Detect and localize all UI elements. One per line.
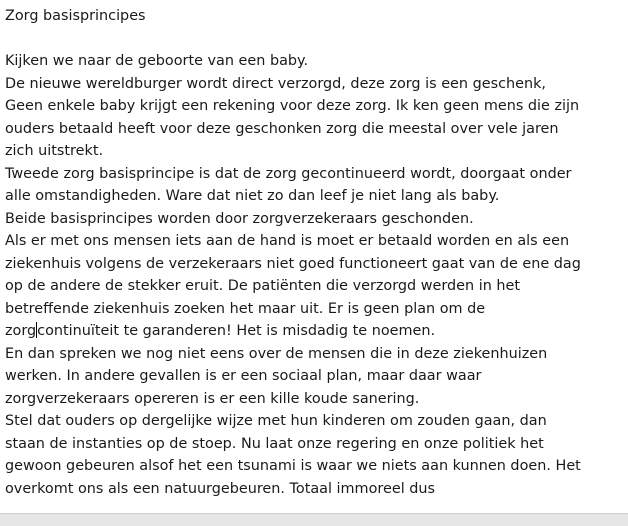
text-line-with-caret [5,320,625,343]
text-line: En dan spreken we nog niet eens over de mensen die in deze ziekenhuizen [5,345,548,362]
text-line: zorgverzekeraars opereren is er een kille koude sanering. [5,390,420,407]
text-line: staan de instanties op de stoep. Nu laat onze regering en onze politiek het [5,435,544,452]
text-line: betreffende ziekenhuis zoeken het maar uit. Er is geen plan om de [5,300,486,317]
text-line: overkomt ons als een natuurgebeuren. Totaal immoreel dus [5,480,436,497]
text-line: gewoon gebeuren alsof het een tsunami is waar we niets aan kunnen doen. Het [5,458,581,474]
text-line: Beide basisprincipes worden door zorgverzekeraars geschonden. [5,210,474,227]
caret-text-before: zorg [5,323,37,339]
document-title: Zorg basisprincipes [5,8,146,24]
text-line: Kijken we naar de geboorte van een baby. [5,53,309,69]
text-line: zich uitstrekt. [5,143,104,159]
text-line: ouders betaald heeft voor deze geschonken zorg die meestal over vele jaren [5,120,559,137]
text-line: Tweede zorg basisprincipe is dat de zorg gecontinueerd wordt, doorgaat onder [5,165,572,182]
text-line: op de andere de stekker eruit. De patiënten die verzorgd werden in het [5,278,521,294]
caret-text-after: continuïteit te garanderen! Het is misdadig te noemen. [37,323,436,339]
text-line: alle omstandigheden. Ware dat niet zo dan leef je niet lang als baby. [5,188,500,204]
text-line: werken. In andere gevallen is er een sociaal plan, maar daar waar [5,368,482,384]
text-line: Als er met ons mensen iets aan de hand is moet er betaald worden en als een [5,233,570,249]
text-line: De nieuwe wereldburger wordt direct verzorgd, deze zorg is een geschenk, [5,75,547,92]
text-line: Stel dat ouders op dergelijke wijze met hun kinderen om zouden gaan, dan [5,413,547,429]
empty-paragraph [5,28,625,51]
text-line: Geen enkele baby krijgt een rekening voor deze zorg. Ik ken geen mens die zijn [5,98,580,114]
document-body[interactable] [5,5,625,500]
text-line: ziekenhuis volgens de verzekeraars niet goed functioneert gaat van de ene dag [5,255,581,272]
editor-bottom-bar [0,513,628,526]
